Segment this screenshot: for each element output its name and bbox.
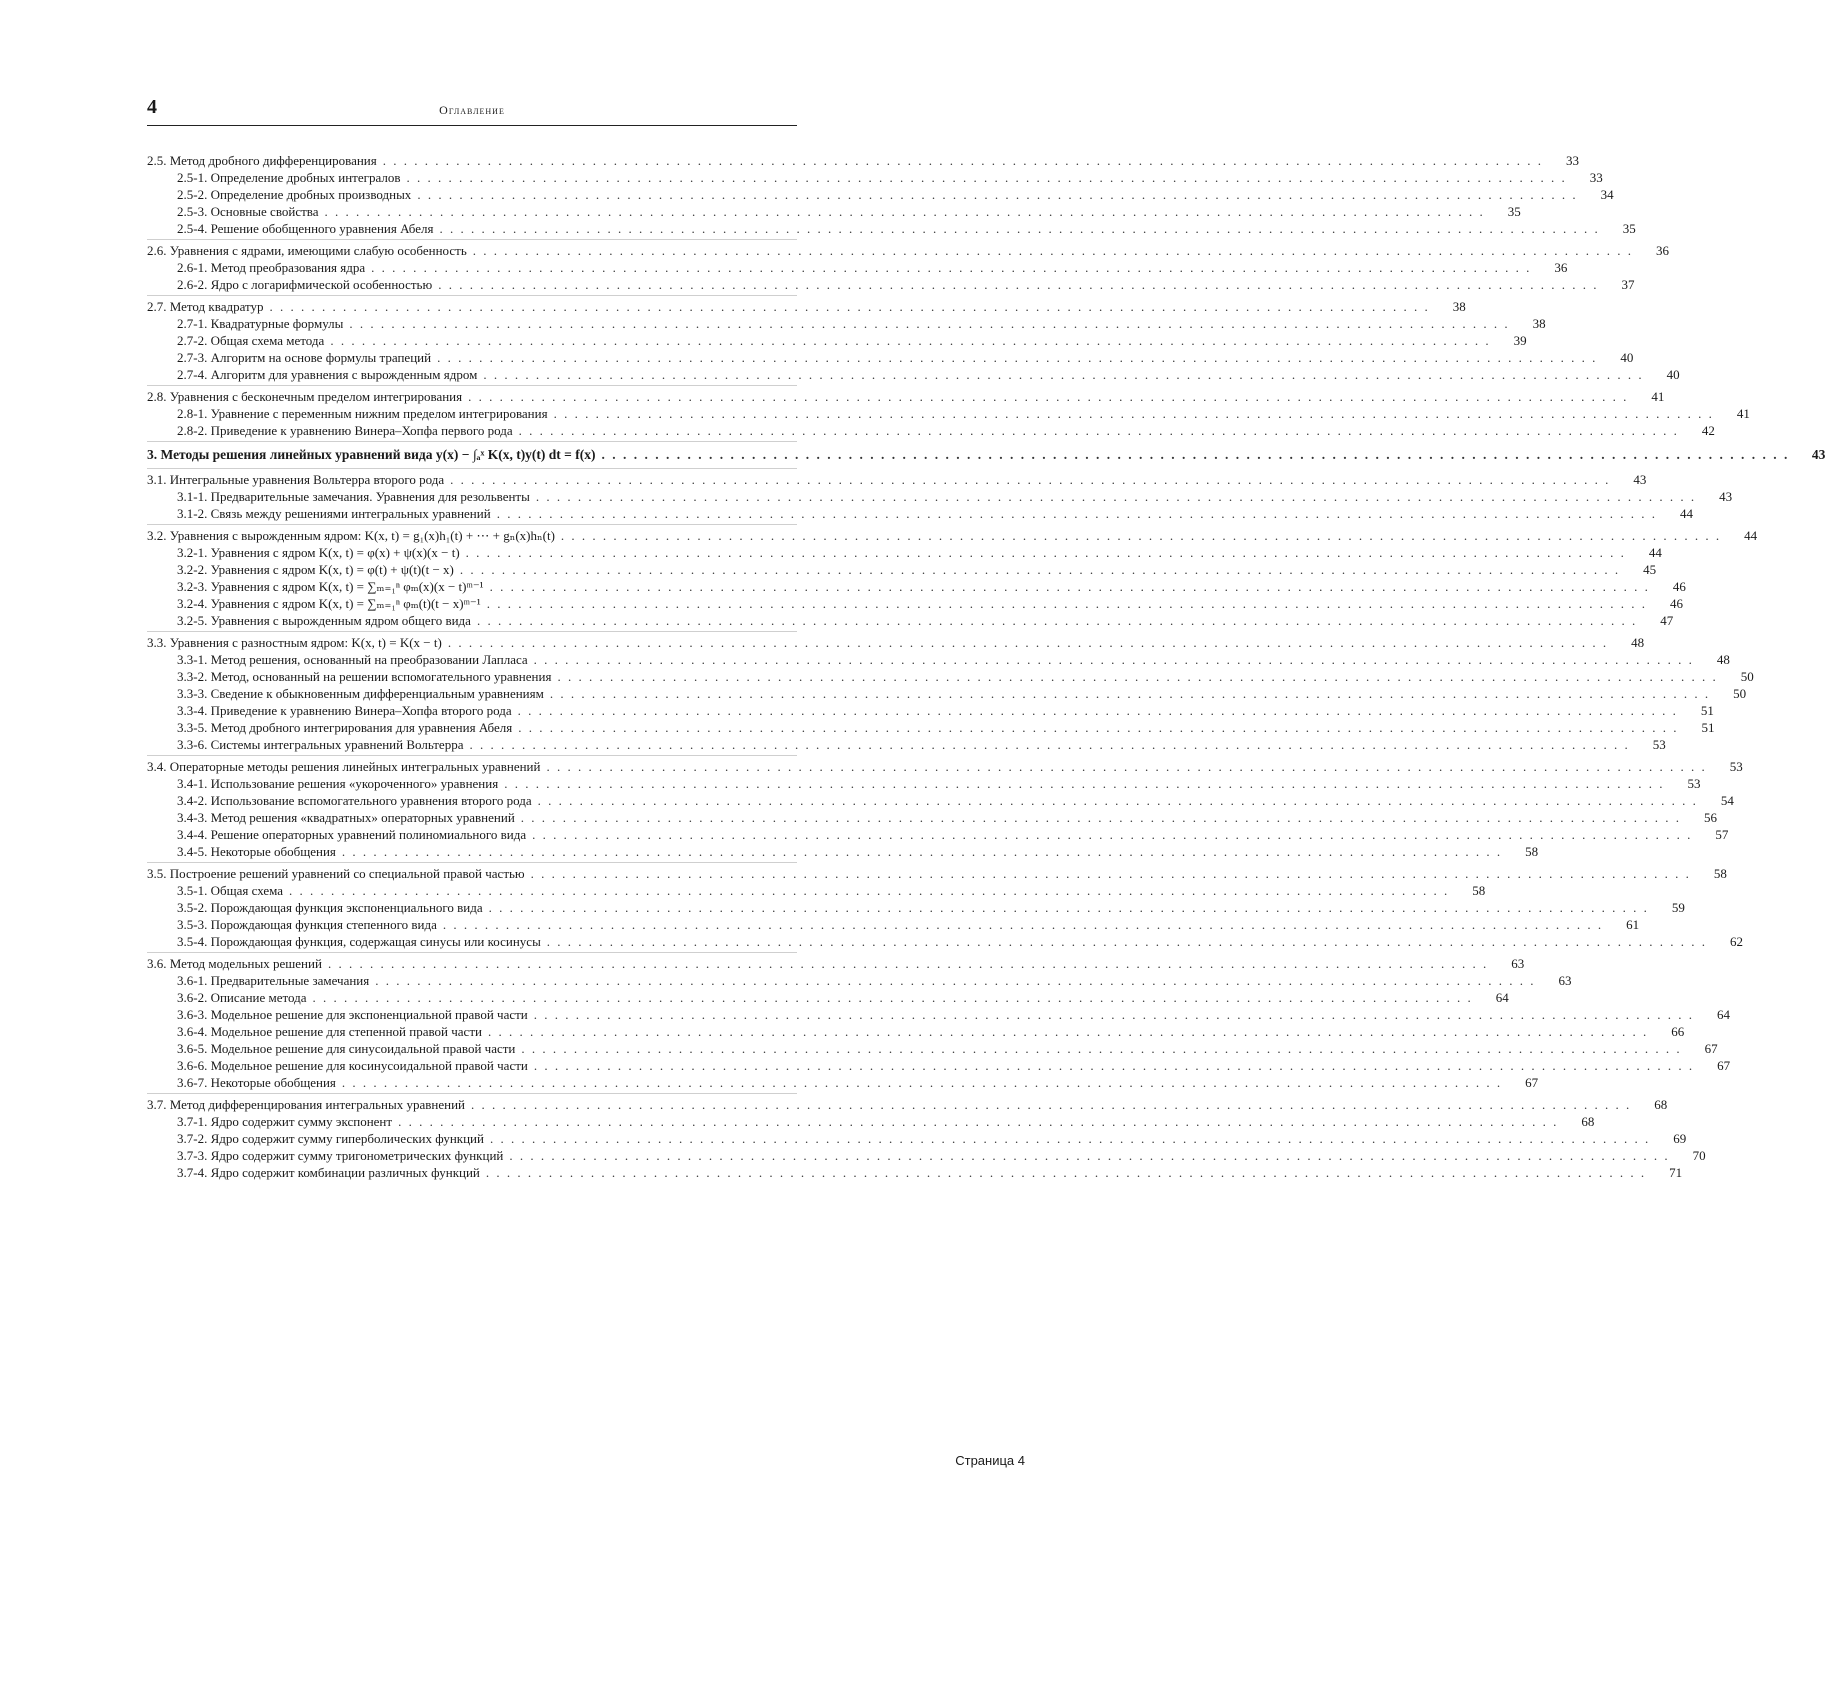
toc-section-entry[interactable] bbox=[147, 1096, 1668, 1113]
toc-entry-page: 33 bbox=[1589, 170, 1603, 185]
toc-subsection-entry[interactable] bbox=[147, 186, 1614, 203]
toc-subsection-entry[interactable] bbox=[147, 882, 1486, 899]
toc-subsection-entry[interactable] bbox=[147, 544, 1662, 561]
dot-leader bbox=[440, 220, 1600, 237]
toc-subsection-entry[interactable] bbox=[147, 1057, 1731, 1074]
toc-entry-page: 43 bbox=[1811, 447, 1825, 462]
dot-leader bbox=[601, 446, 1789, 463]
dot-leader bbox=[532, 826, 1692, 843]
toc-entry-page: 69 bbox=[1673, 1131, 1687, 1146]
toc-entry-page: 53 bbox=[1687, 776, 1701, 791]
dot-leader bbox=[557, 668, 1717, 685]
toc-entry-page: 41 bbox=[1651, 389, 1665, 404]
toc-subsection-entry[interactable] bbox=[147, 1147, 1706, 1164]
dot-leader bbox=[330, 332, 1490, 349]
toc-entry-page: 42 bbox=[1701, 423, 1715, 438]
toc-subsection-entry[interactable] bbox=[147, 809, 1718, 826]
toc-entry-title: 3.6-7. Некоторые обобщения bbox=[177, 1075, 336, 1090]
toc-entry-page: 70 bbox=[1692, 1148, 1706, 1163]
toc-entry-page: 37 bbox=[1621, 277, 1635, 292]
toc-entry-title: 3.2. Уравнения с вырожденным ядром: K(x, t) = g₁(x)h₁(t) + ⋯ + gₙ(x)hₙ(t) bbox=[147, 528, 555, 543]
toc-entry-page: 36 bbox=[1656, 243, 1670, 258]
dot-leader bbox=[437, 349, 1597, 366]
toc-entry-title: 3.6. Метод модельных решений bbox=[147, 956, 322, 971]
dot-leader bbox=[483, 366, 1643, 383]
dot-leader bbox=[504, 775, 1664, 792]
dot-leader bbox=[477, 612, 1637, 629]
dot-leader bbox=[371, 259, 1531, 276]
toc-entry-title: 2.6-1. Метод преобразования ядра bbox=[177, 260, 366, 275]
toc-entry-page: 48 bbox=[1716, 652, 1730, 667]
dot-leader bbox=[538, 792, 1698, 809]
toc-entry-page: 35 bbox=[1622, 221, 1636, 236]
dot-leader bbox=[342, 843, 1502, 860]
toc-entry-title: 2.8-2. Приведение к уравнению Винера–Хопфа первого рода bbox=[177, 423, 513, 438]
toc-entry-title: 3.6-6. Модельное решение для косинусоидальной правой части bbox=[177, 1058, 528, 1073]
toc-entry-title: 2.7. Метод квадратур bbox=[147, 299, 264, 314]
running-head: Оглавление bbox=[439, 103, 505, 117]
toc-subsection-entry[interactable] bbox=[147, 349, 1634, 366]
toc-entry-page: 51 bbox=[1700, 703, 1714, 718]
toc-entry-title: 3.3. Уравнения с разностным ядром: K(x, t) = K(x − t) bbox=[147, 635, 442, 650]
dot-leader bbox=[534, 1057, 1694, 1074]
toc-section-entry[interactable] bbox=[147, 242, 1670, 259]
toc-entry-page: 59 bbox=[1671, 900, 1685, 915]
header-rule bbox=[147, 125, 797, 126]
toc-section-group bbox=[147, 1096, 1706, 1183]
toc-subsection-entry[interactable] bbox=[147, 933, 1744, 950]
toc-entry-title: 3.6-1. Предварительные замечания bbox=[177, 973, 370, 988]
toc-subsection-entry[interactable] bbox=[147, 315, 1546, 332]
dot-leader bbox=[487, 595, 1647, 612]
toc-entry-page: 38 bbox=[1532, 316, 1546, 331]
toc-entry-page: 63 bbox=[1511, 956, 1525, 971]
toc-entry-title: 3.5-3. Порождающая функция степенного вида bbox=[177, 917, 437, 932]
dot-leader bbox=[486, 1164, 1646, 1181]
toc-entry-title: 3.7. Метод дифференцирования интегральных уравнений bbox=[147, 1097, 465, 1112]
toc-subsection-entry[interactable] bbox=[147, 826, 1729, 843]
toc-subsection-entry[interactable] bbox=[147, 972, 1572, 989]
toc-entry-title: 3.4-1. Использование решения «укороченного» уравнения bbox=[177, 776, 499, 791]
toc-entry-title: 3.3-2. Метод, основанный на решении вспомогательного уравнения bbox=[177, 669, 552, 684]
toc-subsection-entry[interactable] bbox=[147, 651, 1730, 668]
toc-entry-page: 36 bbox=[1554, 260, 1568, 275]
toc-entry-page: 38 bbox=[1452, 299, 1466, 314]
toc-subsection-entry[interactable] bbox=[147, 1113, 1595, 1130]
dot-leader bbox=[349, 315, 1509, 332]
toc-section-entry[interactable] bbox=[147, 955, 1525, 972]
toc-section-entry[interactable] bbox=[147, 298, 1466, 315]
toc-subsection-entry[interactable] bbox=[147, 719, 1715, 736]
table-of-contents bbox=[147, 152, 1825, 1185]
dot-leader bbox=[289, 882, 1449, 899]
dot-leader bbox=[469, 736, 1629, 753]
toc-entry-title: 3.1-1. Предварительные замечания. Уравнения для резольвенты bbox=[177, 489, 530, 504]
toc-subsection-entry[interactable] bbox=[147, 405, 1750, 422]
toc-section-group bbox=[147, 865, 1744, 953]
toc-subsection-entry[interactable] bbox=[147, 561, 1657, 578]
toc-entry-title: 3.6-3. Модельное решение для экспоненциальной правой части bbox=[177, 1007, 528, 1022]
toc-subsection-entry[interactable] bbox=[147, 775, 1701, 792]
toc-entry-title: 2.7-2. Общая схема метода bbox=[177, 333, 325, 348]
dot-leader bbox=[521, 809, 1681, 826]
toc-entry-title: 2.7-4. Алгоритм для уравнения с вырожденным ядром bbox=[177, 367, 478, 382]
page-number: 4 bbox=[147, 96, 157, 118]
toc-section-group bbox=[147, 298, 1680, 386]
toc-entry-page: 66 bbox=[1671, 1024, 1685, 1039]
toc-section-entry[interactable] bbox=[147, 388, 1665, 405]
toc-subsection-entry[interactable] bbox=[147, 276, 1635, 293]
toc-entry-page: 53 bbox=[1729, 759, 1743, 774]
toc-entry-page: 44 bbox=[1679, 506, 1693, 521]
toc-subsection-entry[interactable] bbox=[147, 203, 1521, 220]
toc-entry-page: 39 bbox=[1513, 333, 1527, 348]
dot-leader bbox=[325, 203, 1485, 220]
toc-section-entry[interactable] bbox=[147, 758, 1743, 775]
dot-leader bbox=[398, 1113, 1558, 1130]
toc-entry-title: 3.2-1. Уравнения с ядром K(x, t) = φ(x) + ψ(x)(x − t) bbox=[177, 545, 460, 560]
toc-entry-title: 3.7-2. Ядро содержит сумму гиперболических функций bbox=[177, 1131, 484, 1146]
toc-entry-title: 3.4-4. Решение операторных уравнений полиномиального вида bbox=[177, 827, 527, 842]
dot-leader bbox=[450, 471, 1610, 488]
toc-entry-page: 58 bbox=[1713, 866, 1727, 881]
toc-entry-title: 2.8. Уравнения с бесконечным пределом интегрирования bbox=[147, 389, 463, 404]
toc-entry-page: 45 bbox=[1643, 562, 1657, 577]
toc-entry-title: 3.1. Интегральные уравнения Вольтерра второго рода bbox=[147, 472, 445, 487]
toc-entry-page: 56 bbox=[1704, 810, 1718, 825]
dot-leader bbox=[471, 1096, 1631, 1113]
toc-entry-page: 34 bbox=[1600, 187, 1614, 202]
toc-entry-page: 50 bbox=[1740, 669, 1754, 684]
toc-entry-page: 64 bbox=[1717, 1007, 1731, 1022]
toc-subsection-entry[interactable] bbox=[147, 792, 1734, 809]
toc-entry-title: 3.5-2. Порождающая функция экспоненциального вида bbox=[177, 900, 483, 915]
toc-entry-title: 3.7-1. Ядро содержит сумму экспонент bbox=[177, 1114, 393, 1129]
toc-entry-page: 67 bbox=[1704, 1041, 1718, 1056]
toc-entry-title: 2.6. Уравнения с ядрами, имеющими слабую особенность bbox=[147, 243, 467, 258]
dot-leader bbox=[438, 276, 1598, 293]
toc-entry-page: 67 bbox=[1717, 1058, 1731, 1073]
toc-entry-title: 2.7-1. Квадратурные формулы bbox=[177, 316, 344, 331]
toc-entry-page: 46 bbox=[1669, 596, 1683, 611]
toc-section-entry[interactable] bbox=[147, 527, 1758, 544]
dot-leader bbox=[497, 505, 1657, 522]
dot-leader bbox=[375, 972, 1535, 989]
toc-subsection-entry[interactable] bbox=[147, 1164, 1683, 1181]
toc-subsection-entry[interactable] bbox=[147, 916, 1640, 933]
toc-subsection-entry[interactable] bbox=[147, 702, 1714, 719]
toc-subsection-entry[interactable] bbox=[147, 505, 1693, 522]
toc-subsection-entry[interactable] bbox=[147, 595, 1683, 612]
toc-entry-page: 35 bbox=[1507, 204, 1521, 219]
toc-entry-title: 3.6-4. Модельное решение для степенной правой части bbox=[177, 1024, 482, 1039]
dot-leader bbox=[547, 933, 1707, 950]
dot-leader bbox=[531, 865, 1691, 882]
dot-leader bbox=[270, 298, 1430, 315]
toc-entry-page: 67 bbox=[1525, 1075, 1539, 1090]
toc-entry-page: 58 bbox=[1525, 844, 1539, 859]
toc-entry-page: 61 bbox=[1626, 917, 1640, 932]
toc-section-group bbox=[147, 242, 1670, 296]
dot-leader bbox=[313, 989, 1473, 1006]
toc-entry-page: 40 bbox=[1620, 350, 1634, 365]
dot-leader bbox=[489, 899, 1649, 916]
dot-leader bbox=[488, 1023, 1648, 1040]
toc-section-group bbox=[147, 152, 1636, 240]
toc-subsection-entry[interactable] bbox=[147, 989, 1509, 1006]
toc-entry-title: 3.7-3. Ядро содержит сумму тригонометрических функций bbox=[177, 1148, 504, 1163]
toc-entry-title: 3.2-4. Уравнения с ядром K(x, t) = ∑ₘ₌₁ⁿ φₘ(t)(t − x)ᵐ⁻¹ bbox=[177, 596, 481, 611]
toc-entry-page: 68 bbox=[1581, 1114, 1595, 1129]
toc-entry-page: 71 bbox=[1669, 1165, 1683, 1180]
toc-entry-title: 3.2-3. Уравнения с ядром K(x, t) = ∑ₘ₌₁ⁿ φₘ(x)(x − t)ᵐ⁻¹ bbox=[177, 579, 484, 594]
toc-entry-title: 2.6-2. Ядро с логарифмической особенностью bbox=[177, 277, 433, 292]
toc-subsection-entry[interactable] bbox=[147, 843, 1539, 860]
toc-entry-page: 53 bbox=[1652, 737, 1666, 752]
dot-leader bbox=[473, 242, 1633, 259]
toc-subsection-entry[interactable] bbox=[147, 220, 1636, 237]
toc-entry-title: 2.5-3. Основные свойства bbox=[177, 204, 319, 219]
toc-entry-page: 50 bbox=[1733, 686, 1747, 701]
toc-entry-page: 41 bbox=[1736, 406, 1750, 421]
toc-entry-page: 62 bbox=[1730, 934, 1744, 949]
toc-section-entry[interactable] bbox=[147, 152, 1579, 169]
toc-entry-page: 43 bbox=[1633, 472, 1647, 487]
toc-subsection-entry[interactable] bbox=[147, 366, 1680, 383]
toc-entry-title: 3. Методы решения линейных уравнений вида y(x) − ∫ₐˣ K(x, t)y(t) dt = f(x) bbox=[147, 447, 596, 462]
toc-entry-title: 3.4-5. Некоторые обобщения bbox=[177, 844, 336, 859]
toc-entry-title: 2.5-1. Определение дробных интегралов bbox=[177, 170, 401, 185]
dot-leader bbox=[383, 152, 1543, 169]
toc-entry-title: 2.5. Метод дробного дифференцирования bbox=[147, 153, 377, 168]
dot-leader bbox=[468, 388, 1628, 405]
dot-leader bbox=[460, 561, 1620, 578]
toc-subsection-entry[interactable] bbox=[147, 332, 1527, 349]
toc-entry-title: 3.3-6. Системы интегральных уравнений Вольтерра bbox=[177, 737, 464, 752]
toc-chapter-entry[interactable] bbox=[147, 444, 1825, 469]
toc-subsection-entry[interactable] bbox=[147, 668, 1754, 685]
dot-leader bbox=[443, 916, 1603, 933]
toc-subsection-entry[interactable] bbox=[147, 899, 1685, 916]
dot-leader bbox=[490, 1130, 1650, 1147]
toc-entry-title: 3.6-2. Описание метода bbox=[177, 990, 307, 1005]
toc-subsection-entry[interactable] bbox=[147, 578, 1686, 595]
toc-subsection-entry[interactable] bbox=[147, 422, 1715, 439]
toc-entry-title: 3.5-4. Порождающая функция, содержащая синусы или косинусы bbox=[177, 934, 541, 949]
toc-entry-page: 64 bbox=[1495, 990, 1509, 1005]
dot-leader bbox=[561, 527, 1721, 544]
dot-leader bbox=[534, 651, 1694, 668]
toc-entry-title: 3.3-3. Сведение к обыкновенным дифференциальным уравнениям bbox=[177, 686, 544, 701]
toc-section-group bbox=[147, 955, 1731, 1094]
toc-entry-title: 2.5-2. Определение дробных производных bbox=[177, 187, 412, 202]
toc-entry-title: 3.3-5. Метод дробного интегрирования для уравнения Абеля bbox=[177, 720, 513, 735]
toc-entry-title: 3.4-3. Метод решения «квадратных» операторных уравнений bbox=[177, 810, 515, 825]
dot-leader bbox=[518, 719, 1678, 736]
dot-leader bbox=[417, 186, 1577, 203]
dot-leader bbox=[490, 578, 1650, 595]
toc-entry-page: 48 bbox=[1631, 635, 1645, 650]
toc-entry-title: 3.2-2. Уравнения с ядром K(x, t) = φ(t) + ψ(t)(t − x) bbox=[177, 562, 454, 577]
toc-entry-page: 47 bbox=[1660, 613, 1674, 628]
toc-section-entry[interactable] bbox=[147, 865, 1727, 882]
toc-entry-page: 40 bbox=[1666, 367, 1680, 382]
toc-entry-title: 2.5-4. Решение обобщенного уравнения Абеля bbox=[177, 221, 434, 236]
toc-entry-page: 46 bbox=[1672, 579, 1686, 594]
page-footer: Страница 4 bbox=[955, 1453, 1025, 1468]
toc-subsection-entry[interactable] bbox=[147, 169, 1603, 186]
dot-leader bbox=[519, 422, 1679, 439]
toc-subsection-entry[interactable] bbox=[147, 612, 1674, 629]
dot-leader bbox=[448, 634, 1608, 651]
dot-leader bbox=[550, 685, 1710, 702]
toc-subsection-entry[interactable] bbox=[147, 259, 1568, 276]
toc-entry-title: 3.7-4. Ядро содержит комбинации различных функций bbox=[177, 1165, 480, 1180]
toc-subsection-entry[interactable] bbox=[147, 736, 1666, 753]
toc-entry-page: 33 bbox=[1565, 153, 1579, 168]
toc-section-group bbox=[147, 634, 1754, 756]
toc-section-group bbox=[147, 388, 1750, 442]
toc-entry-title: 3.4-2. Использование вспомогательного уравнения второго рода bbox=[177, 793, 532, 808]
toc-subsection-entry[interactable] bbox=[147, 1006, 1731, 1023]
toc-entry-page: 63 bbox=[1558, 973, 1572, 988]
dot-leader bbox=[554, 405, 1714, 422]
toc-entry-page: 54 bbox=[1720, 793, 1734, 808]
dot-leader bbox=[534, 1006, 1694, 1023]
toc-subsection-entry[interactable] bbox=[147, 685, 1747, 702]
toc-entry-page: 58 bbox=[1472, 883, 1486, 898]
toc-subsection-entry[interactable] bbox=[147, 1074, 1539, 1091]
dot-leader bbox=[328, 955, 1488, 972]
toc-entry-page: 51 bbox=[1701, 720, 1715, 735]
toc-subsection-entry[interactable] bbox=[147, 1023, 1685, 1040]
toc-entry-page: 43 bbox=[1719, 489, 1733, 504]
dot-leader bbox=[536, 488, 1696, 505]
toc-subsection-entry[interactable] bbox=[147, 488, 1733, 505]
toc-section-group bbox=[147, 527, 1758, 632]
dot-leader bbox=[466, 544, 1626, 561]
toc-section-entry[interactable] bbox=[147, 634, 1645, 651]
dot-leader bbox=[518, 702, 1678, 719]
dot-leader bbox=[342, 1074, 1502, 1091]
toc-entry-title: 3.2-5. Уравнения с вырожденным ядром общего вида bbox=[177, 613, 471, 628]
toc-entry-page: 44 bbox=[1744, 528, 1758, 543]
toc-entry-title: 2.8-1. Уравнение с переменным нижним пределом интегрирования bbox=[177, 406, 548, 421]
toc-section-group bbox=[147, 471, 1733, 525]
dot-leader bbox=[406, 169, 1566, 186]
toc-entry-title: 3.1-2. Связь между решениями интегральных уравнений bbox=[177, 506, 491, 521]
toc-entry-title: 3.3-4. Приведение к уравнению Винера–Хопфа второго рода bbox=[177, 703, 512, 718]
dot-leader bbox=[509, 1147, 1669, 1164]
toc-entry-title: 3.6-5. Модельное решение для синусоидальной правой части bbox=[177, 1041, 516, 1056]
toc-subsection-entry[interactable] bbox=[147, 1130, 1687, 1147]
toc-subsection-entry[interactable] bbox=[147, 1040, 1718, 1057]
dot-leader bbox=[546, 758, 1706, 775]
toc-entry-title: 3.3-1. Метод решения, основанный на преобразовании Лапласа bbox=[177, 652, 528, 667]
toc-section-group bbox=[147, 758, 1743, 863]
dot-leader bbox=[521, 1040, 1681, 1057]
toc-entry-title: 2.7-3. Алгоритм на основе формулы трапеций bbox=[177, 350, 432, 365]
toc-entry-page: 68 bbox=[1654, 1097, 1668, 1112]
toc-section-entry[interactable] bbox=[147, 471, 1647, 488]
toc-entry-page: 57 bbox=[1715, 827, 1729, 842]
toc-entry-title: 3.5. Построение решений уравнений со специальной правой частью bbox=[147, 866, 525, 881]
toc-entry-title: 3.4. Операторные методы решения линейных интегральных уравнений bbox=[147, 759, 541, 774]
toc-entry-title: 3.5-1. Общая схема bbox=[177, 883, 284, 898]
toc-entry-page: 44 bbox=[1648, 545, 1662, 560]
